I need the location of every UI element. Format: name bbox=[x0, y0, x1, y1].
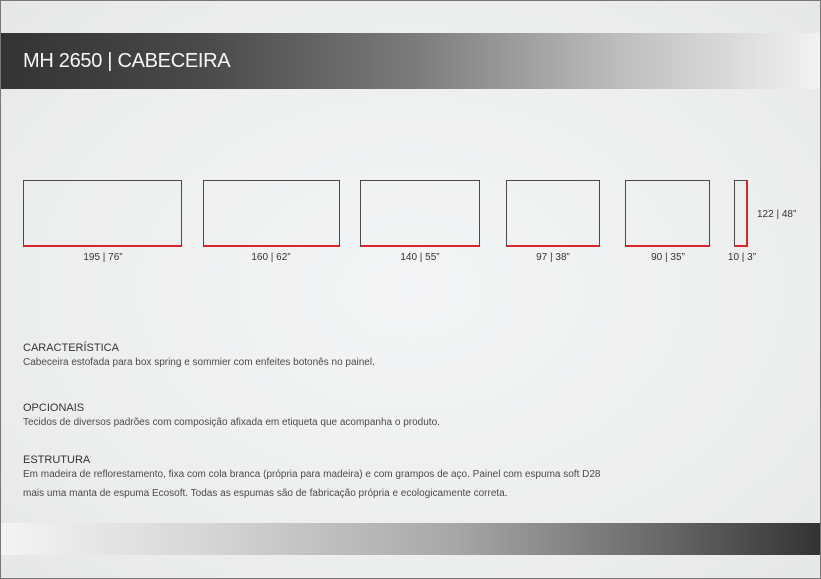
headboard-diagram-90 bbox=[625, 180, 710, 247]
width-label: 90 | 35” bbox=[651, 252, 685, 263]
section-heading-opcionais: OPCIONAIS bbox=[23, 402, 85, 414]
section-text-caracteristica: Cabeceira estofada para box spring e sommier com enfeites botonês no painel. bbox=[23, 357, 375, 368]
headboard-diagram-97 bbox=[506, 180, 600, 247]
width-label: 10 | 3” bbox=[727, 252, 757, 263]
headboard-diagram-160 bbox=[203, 180, 340, 247]
footer-band bbox=[1, 523, 820, 555]
width-label: 160 | 62” bbox=[251, 252, 291, 263]
section-text-estrutura-line-1: Em madeira de reflorestamento, fixa com cola branca (própria para madeira) e com grampos de aço. Painel com espuma soft D28 bbox=[23, 469, 601, 480]
section-text-opcionais: Tecidos de diversos padrões com composição afixada em etiqueta que acompanha o produto. bbox=[23, 417, 440, 428]
width-label: 97 | 38” bbox=[536, 252, 570, 263]
headboard-diagram-140 bbox=[360, 180, 480, 247]
section-heading-caracteristica: CARACTERÍSTICA bbox=[23, 342, 119, 354]
section-text-estrutura-line-2: mais uma manta de espuma Ecosoft. Todas as espumas são de fabricação própria e ecologicamente correta. bbox=[23, 488, 508, 499]
width-label: 140 | 55” bbox=[400, 252, 440, 263]
headboard-diagram-depth bbox=[734, 180, 748, 247]
width-label: 195 | 76” bbox=[83, 252, 123, 263]
section-heading-estrutura: ESTRUTURA bbox=[23, 454, 91, 466]
headboard-diagram-195 bbox=[23, 180, 182, 247]
page-title: MH 2650 | CABECEIRA bbox=[23, 50, 231, 72]
height-label: 122 | 48” bbox=[757, 209, 797, 220]
